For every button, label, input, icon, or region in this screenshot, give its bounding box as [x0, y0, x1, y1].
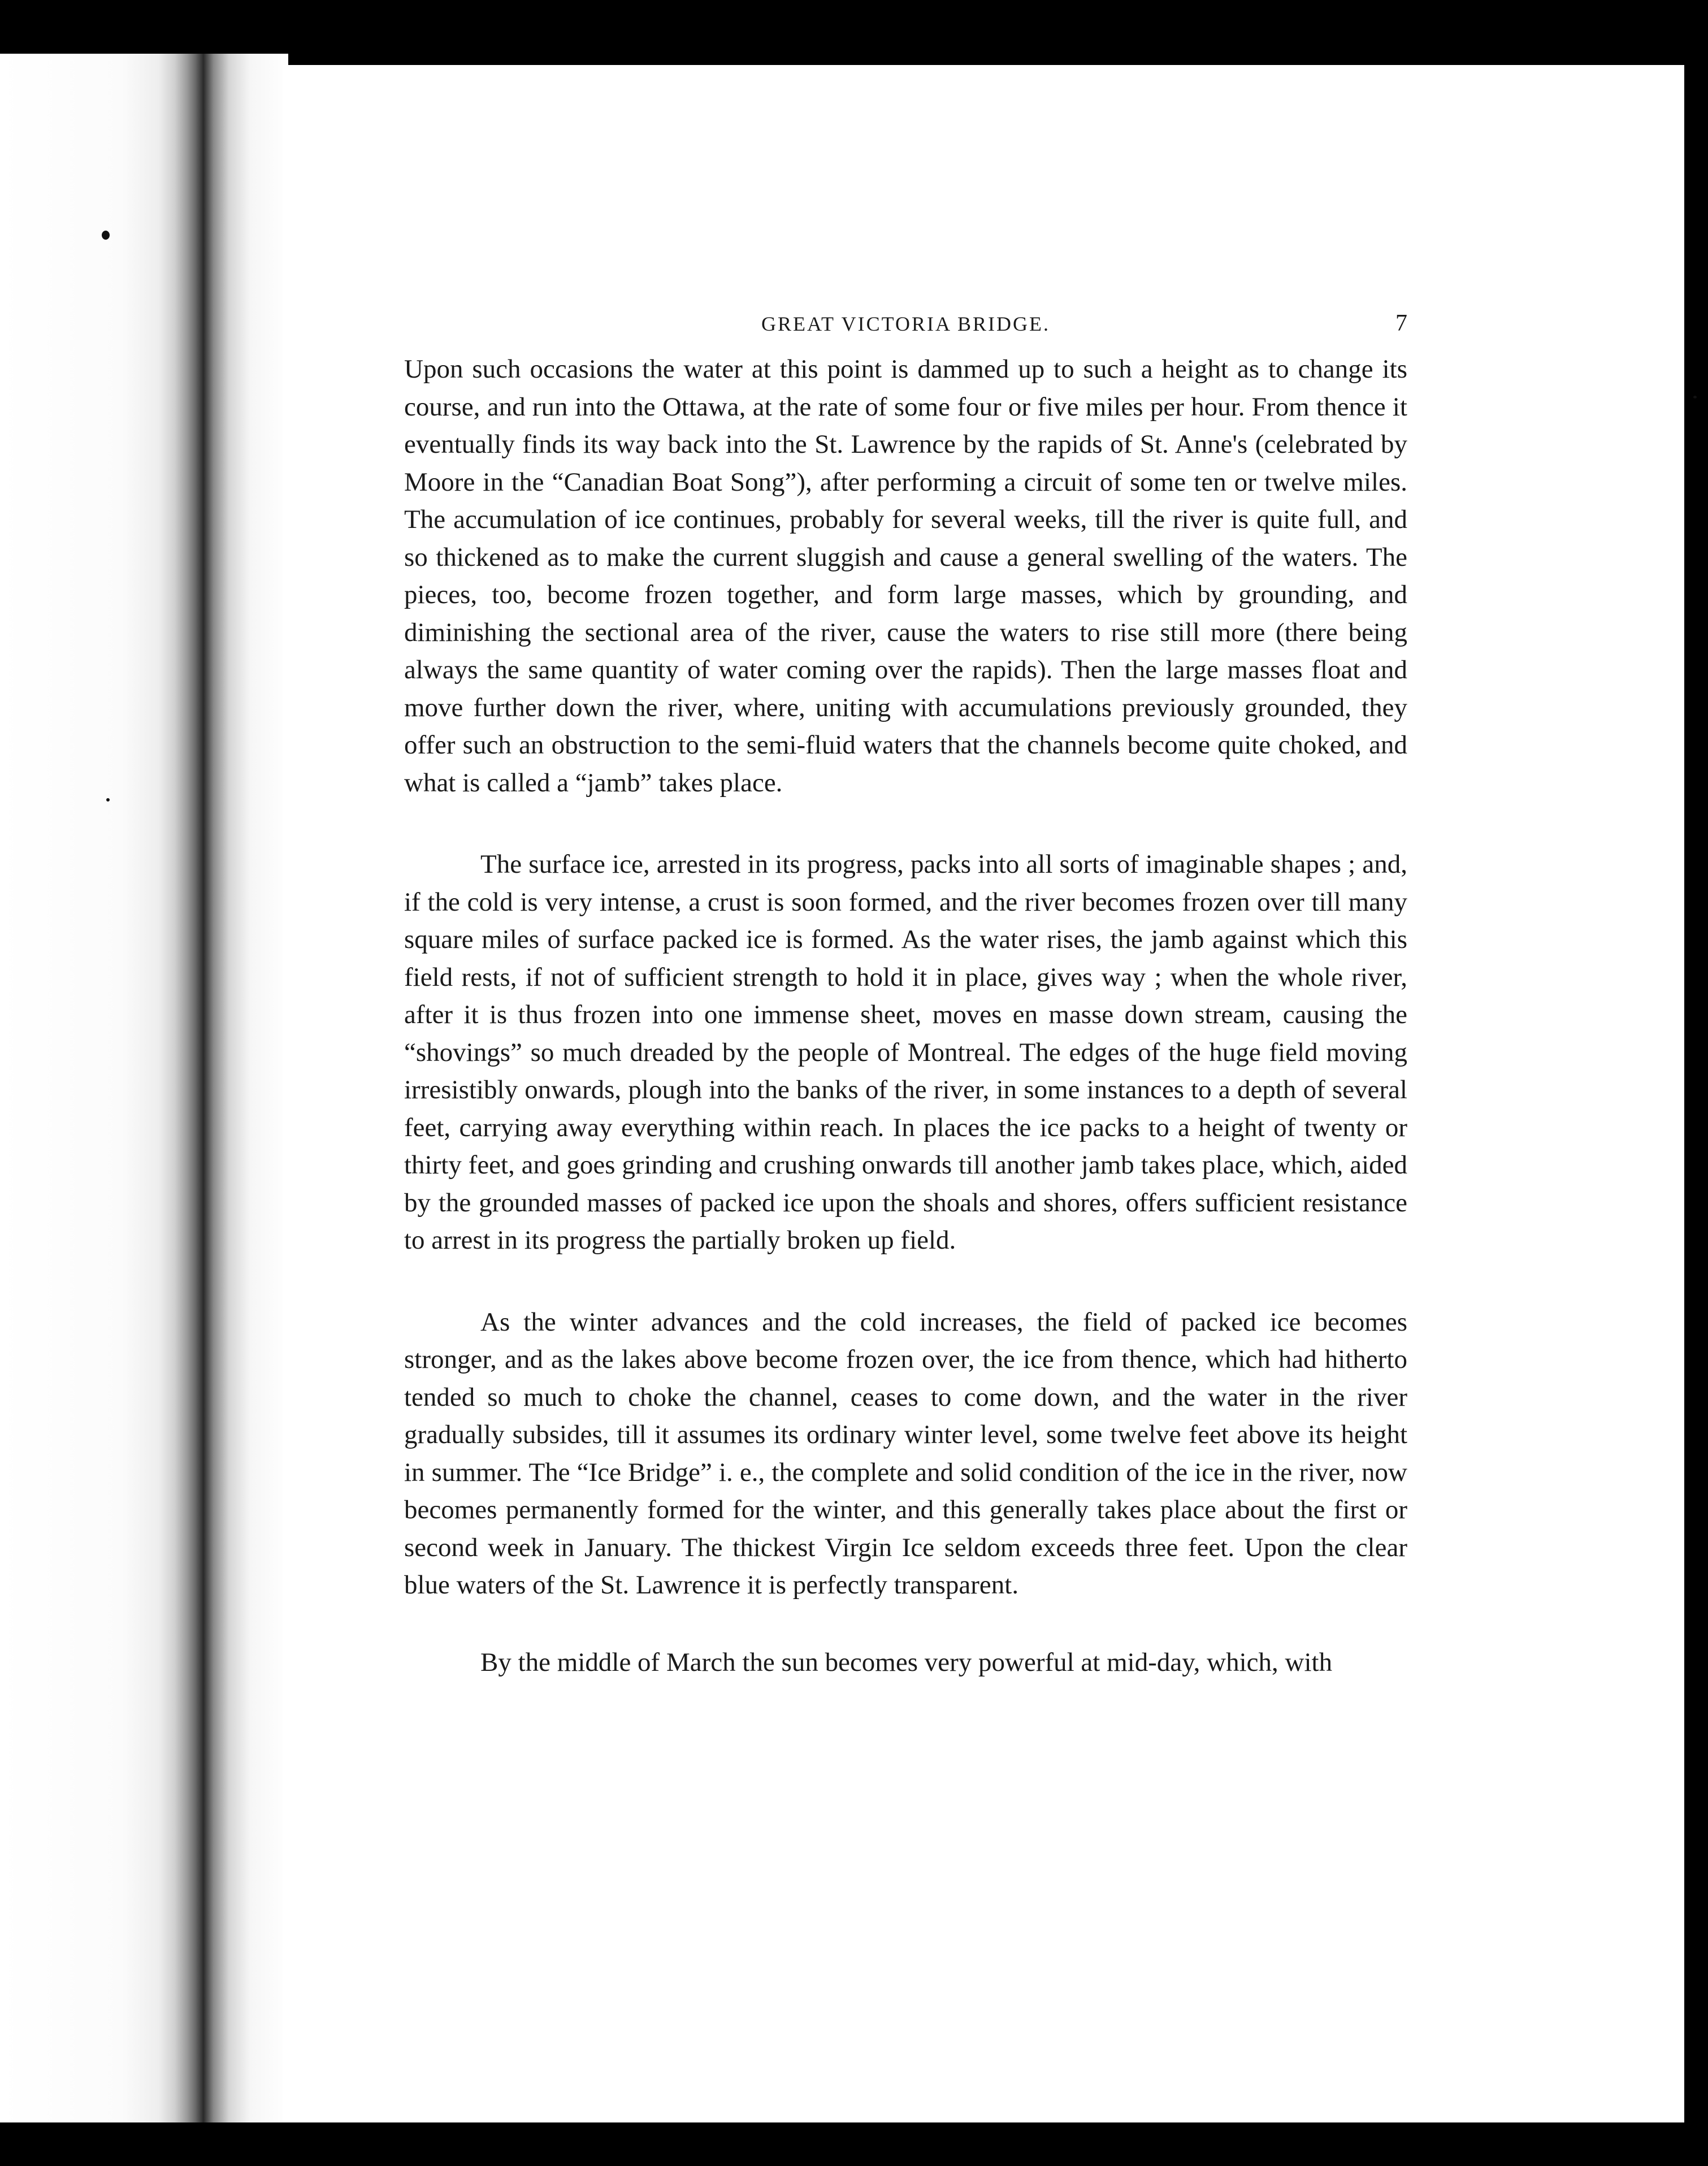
- paragraph-3: As the winter advances and the cold increases, the field of packed ice becomes stronger, and as the lakes above become frozen over, the ice from thence, which had hitherto tended so much to choke the channel, ceases to come down, and the water in the river gradually subsides, till it assumes its ordinary winter level, some twelve feet above its height in summer. The “Ice Bridge” i. e., the complete and solid condition of the ice in the river, now becomes permanently formed for the winter, and this generally takes place about the first or second week in January. The thickest Virgin Ice seldom exceeds three feet. Upon the clear blue waters of the St. Lawrence it is perfectly transparent.: [404, 1307, 1407, 1600]
- page-text: [404, 305, 1407, 1681]
- paragraph-2: The surface ice, arrested in its progress, packs into all sorts of imaginable shapes ; and, if the cold is very intense, a crust is soon formed, and the river becomes frozen over till many square miles of surface packed ice is formed. As the water rises, the jamb against which this field rests, if not of sufficient strength to hold it in place, gives way ; when the whole river, after it is thus frozen into one immense sheet, moves en masse down stream, causing the “shovings” so much dreaded by the people of Montreal. The edges of the huge field moving irresistibly onwards, plough into the banks of the river, in some instances to a depth of several feet, carrying away everything within reach. In places the ice packs to a height of twenty or thirty feet, and goes grinding and crushing onwards till another jamb takes place, which, aided by the grounded masses of packed ice upon the shoals and shores, offers sufficient resistance to arrest in its progress the partially broken up field.: [404, 850, 1407, 1255]
- paragraph-4: By the middle of March the sun becomes very powerful at mid-day, which, with: [480, 1647, 1333, 1677]
- paragraph-spacer: [404, 1259, 1407, 1303]
- paragraph-spacer: [404, 1604, 1407, 1644]
- page-number: 7: [1395, 310, 1407, 336]
- binding-gutter: [203, 54, 288, 2122]
- scan-speck: [102, 231, 110, 240]
- running-title: GREAT VICTORIA BRIDGE.: [761, 313, 1051, 335]
- paragraph-1: Upon such occasions the water at this point is dammed up to such a height as to change its course, and run into the Ottawa, at the rate of some four or five miles per hour. From thence it eventually finds its way back into the St. Lawrence by the rapids of St. Anne's (celebrated by Moore in the “Canadian Boat Song”), after performing a circuit of some ten or twelve miles. The accumulation of ice continues, probably for several weeks, till the river is quite full, and so thickened as to make the current sluggish and cause a general swelling of the waters. The pieces, too, become frozen together, and form large masses, which by grounding, and diminishing the sectional area of the river, cause the waters to rise still more (there being always the same quantity of water coming over the rapids). Then the large masses float and move further down the river, where, uniting with accumulations previously grounded, they offer such an obstruction to the semi-fluid waters that the channels become quite choked, and what is called a “jamb” takes place.: [404, 354, 1407, 798]
- running-header: [404, 305, 1407, 350]
- facing-page-edge: [0, 54, 203, 2122]
- scan-speck: [1693, 396, 1697, 398]
- paragraph-spacer: [404, 802, 1407, 846]
- scan-speck: [106, 798, 110, 802]
